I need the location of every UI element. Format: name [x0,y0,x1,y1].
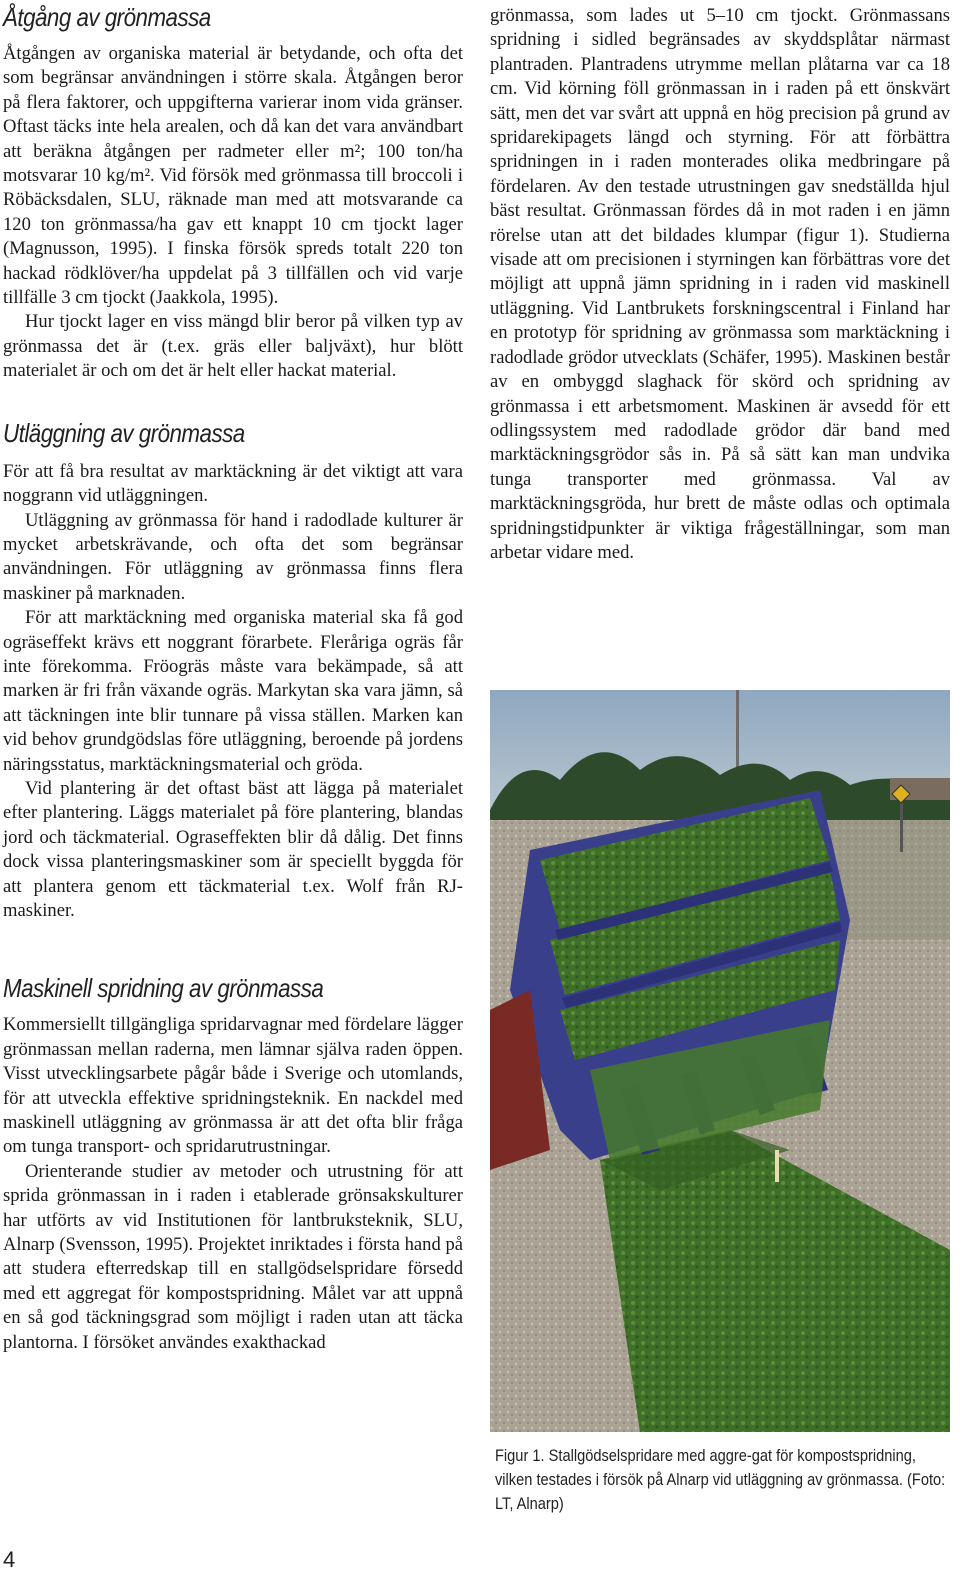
right-column-paragraph: grönmassa, som lades ut 5–10 cm tjockt. Grönmassans spridning i sidled begränsades av skyddsplåtar närmast plantraden. Plantradens utrymme mellan plåtarna var ca 18 cm. Vid körning föll grönmassan in i raden på ett önskvärt sätt, men det var svårt att uppnå en hög precision på grund av spridarekipagets längd och styrning. För att förbättra spridningen in i raden monterades olika medbringare på fördelaren. Av den testade utrustningen gav snedställda hjul bäst resultat. Grönmassan fördes då in mot raden i en jämn rörelse utan att det bildades klumpar (figur 1). Studierna visade att om precisionen i styrningen kan förbättras vore det möjligt att uppnå jämn spridning in i raden vid maskinell utläggning. Vid Lantbrukets forskningscentral i Finland har en prototyp för spridning av grönmassa som marktäckning i radodlade grödor utvecklats (Schäfer, 1995). Maskinen består av en ombyggd slaghack för skörd och spridning av grönmassa i ett arbetsmoment. Maskinen är avsedd för ett odlingssystem med radodlade grödor där band med marktäckningsgrödor sås in. På så sätt kan man undvika tunga transporter med grönmassa. Val av marktäckningsgröda, hur brett de måste odlas och optimala spridningstidpunkter är viktiga frågeställningar, som man arbetar vidare med. [490,5,950,563]
utlaggning-paragraph-2: Utläggning av grönmassa för hand i radodlade kulturer är mycket arbetskrävande, och ofta det som begränsar användningen. För utläggning av grönmassa finns flera maskiner på marknaden. [3,509,463,604]
atgang-paragraph-1: Åtgången av organiska material är betydande, och ofta det som begränsar användningen i större skala. Åtgången beror på flera faktorer, och uppgifterna varierar inom vida gränser. Oftast täcks inte hela arealen, och då kan det vara användbart att beräkna åtgången per radmeter eller m²; 100 ton/ha motsvarar 10 kg/m². Vid försök med grönmassa till broccoli i Röbäcksdalen, SLU, räknade man med att motsvarande ca 120 ton grönmassa/ha gav ett knappt 10 cm tjockt lager (Magnusson, 1995). I finska försök spreds totalt 220 ton hackad rödklöver/ha uppdelat på 3 tillfällen och vid varje tillfälle 3 cm tjockt (Jaakkola, 1995). [3,43,463,309]
figure-caption: Figur 1. Stallgödselspridare med aggre-gat för kompostspridning, vilken testades i försök på Alnarp vid utläggning av grönmassa. (Foto: LT, Alnarp) [495,1446,946,1513]
utlaggning-paragraph-3: För att marktäckning med organiska material ska få god ogräseffekt krävs ett noggrant förarbete. Fleråriga ogräs får inte förekomma. Fröogräs måste vara bekämpade, så att marken är fri från växande ogräs. Markytan ska vara jämn, så att täckningen inte blir tunnare på vissa ställen. Marken kan vid behov grundgödslas före utläggning, beroende på jordens näringsstatus, marktäckningsmaterial och gröda. [3,607,463,775]
heading-atgang: Åtgång av grönmassa [3,2,211,32]
left-column [3,0,463,1355]
section-atgang [3,2,463,384]
section-maskinell [3,973,463,1355]
atgang-paragraph-2: Hur tjockt lager en viss mängd blir beror på vilken typ av grönmassa det är (t.ex. gräs eller baljväxt), hur blött materialet är och om det är helt eller hackat material. [3,311,463,382]
page-number: 4 [3,1547,16,1572]
heading-maskinell: Maskinell spridning av grönmassa [3,973,324,1004]
heading-utlaggning: Utläggning av grönmassa [3,417,245,448]
right-column [490,0,950,565]
section-utlaggning [3,418,463,924]
figure-photo [490,690,950,1432]
maskinell-paragraph-1: Kommersiellt tillgängliga spridarvagnar med fördelare lägger grönmassan mellan raderna, men lämnar själva raden öppen. Visst utvecklingsarbete pågår både i Sverige och utomlands, för att utveckla effektive spridningsteknik. En nackdel med maskinell utläggning av grönmassa är att det ofta blir fråga om tunga transport- och spridarutrustningar. [3,1014,463,1158]
utlaggning-paragraph-4: Vid plantering är det oftast bäst att lägga på materialet efter plantering. Läggs materialet på före plantering, blandas jord och täckmaterial. Ograseffekten blir då dålig. Det finns dock vissa planteringsmaskiner som är speciellt byggda för att plantera genom ett täckmaterial t.ex. Wolf från RJ-maskiner. [3,777,463,921]
maskinell-paragraph-2: Orienterande studier av metoder och utrustning för att sprida grönmassan in i raden i etablerade grönsakskulturer har utförts av vid Institutionen för lantbruksteknik, SLU, Alnarp (Svensson, 1995). Projektet inriktades i första hand på att studera efterredskap till en stallgödselspridare försedd med ett aggregat för kompostspridning. Målet var att uppnå en så god täckningsgrad som möjligt i raden utan att täcka plantorna. I försöket användes exakthackad [3,1160,463,1353]
utlaggning-paragraph-1: För att få bra resultat av marktäckning är det viktigt att vara noggrann vid utläggningen. [3,460,463,507]
